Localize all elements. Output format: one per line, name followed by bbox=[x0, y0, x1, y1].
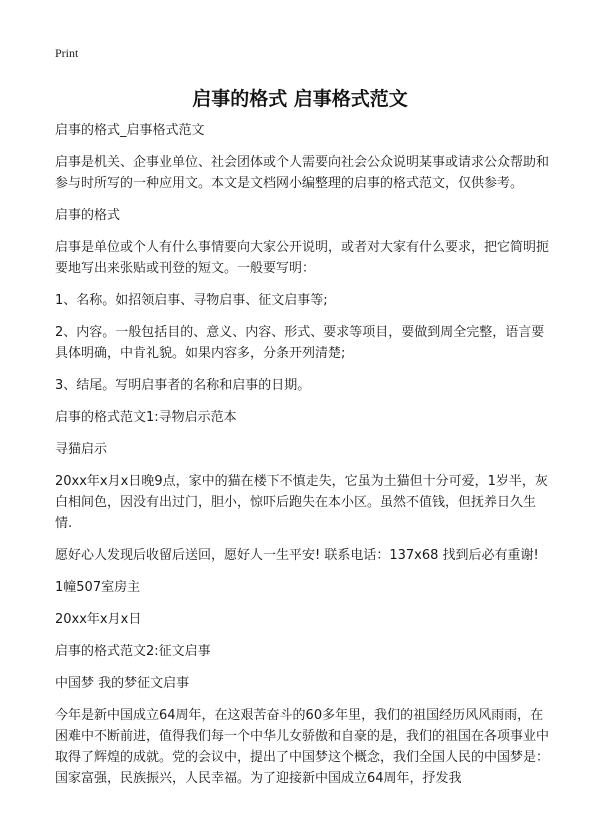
section-heading: 启事的格式范文2:征文启事 bbox=[55, 644, 211, 659]
list-item: 2、内容。一般包括目的、意义、内容、形式、要求等项目，要做到周全完整，语言要具体明确，中肯礼貌。如果内容多，分条开列清楚; bbox=[55, 325, 545, 361]
date-line: 20xx年x月x日 bbox=[55, 612, 142, 627]
subtitle-line: 启事的格式_启事格式范文 bbox=[55, 123, 205, 138]
body-paragraph: 愿好心人发现后收留后送回，愿好人一生平安! 联系电话：137x68 找到后必有重谢! bbox=[55, 548, 539, 563]
document-body bbox=[55, 120, 550, 800]
print-label: Print bbox=[55, 46, 79, 60]
body-paragraph: 今年是新中国成立64周年，在这艰苦奋斗的60多年里，我们的祖国经历风风雨雨，在困难中不断前进，值得我们每一个中华儿女骄傲和自豪的是，我们的祖国在各项事业中取得了辉煌的成就。党的会议中，提出了中国梦这个概念，我们全国人民的中国梦是：国家富强，民族振兴，人民幸福。为了迎接新中国成立64周年，抒发我 bbox=[55, 708, 550, 786]
section-heading: 启事的格式范文1:寻物启示范本 bbox=[55, 410, 237, 425]
intro-paragraph: 启事是机关、企事业单位、社会团体或个人需要向社会公众说明某事或请求公众帮助和参与时所写的一种应用文。本文是文档网小编整理的启事的格式范文，仅供参考。 bbox=[55, 155, 550, 191]
list-item: 1、名称。如招领启事、寻物启事、征文启事等; bbox=[55, 293, 328, 308]
notice-title: 中国梦 我的梦征文启事 bbox=[55, 676, 190, 691]
body-paragraph: 20xx年x月x日晚9点，家中的猫在楼下不慎走失，它虽为土猫但十分可爱，1岁半，灰白相间色，因没有出过门，胆小，惊吓后跑失在本小区。虽然不值钱，但抚养日久生情. bbox=[55, 474, 548, 531]
notice-title: 寻猫启示 bbox=[55, 442, 108, 457]
body-paragraph: 启事是单位或个人有什么事情要向大家公开说明，或者对大家有什么要求，把它简明扼要地写出来张贴或刊登的短文。一般要写明： bbox=[55, 240, 550, 276]
list-item: 3、结尾。写明启事者的名称和启事的日期。 bbox=[55, 378, 311, 393]
page-title: 启事的格式 启事格式范文 bbox=[192, 88, 408, 110]
section-heading: 启事的格式 bbox=[55, 208, 121, 223]
signature-line: 1幢507室房主 bbox=[55, 580, 141, 595]
